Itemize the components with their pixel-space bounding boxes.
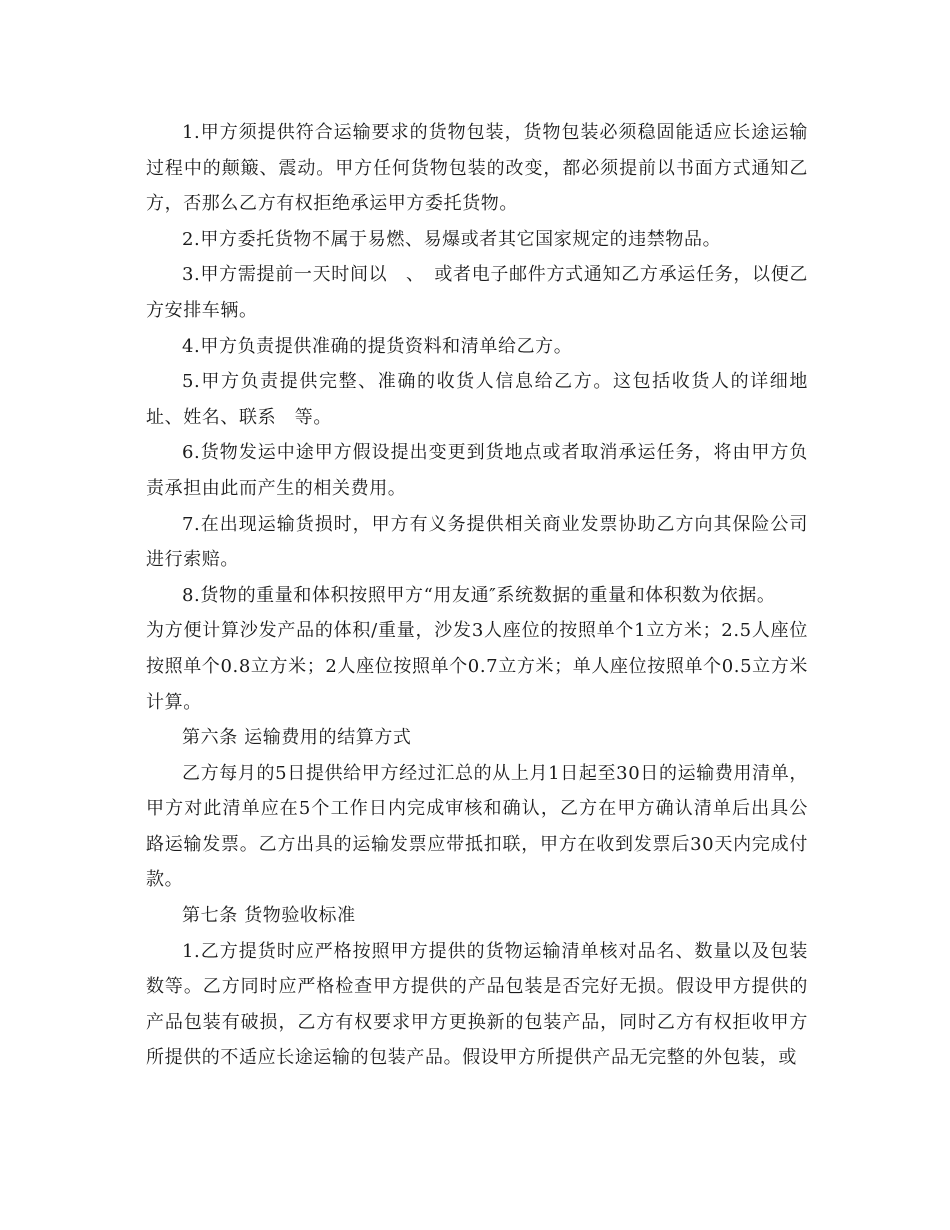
clause-settlement: 乙方每月的5日提供给甲方经过汇总的从上月1日起至30日的运输费用清单，甲方对此清单应在5个工作日内完成审核和确认，乙方在甲方确认清单后出具公路运输发票。乙方出具的运输发票应带抵扣联，甲方在收到发票后30天内完成付款。 [146, 762, 808, 891]
clause-damage-claim: 7.在出现运输货损时，甲方有义务提供相关商业发票协助乙方向其保险公司进行索赔。 [146, 513, 808, 571]
clause-inspection: 1.乙方提货时应严格按照甲方提供的货物运输清单核对品名、数量以及包装数等。乙方同时应严格检查甲方提供的产品包装是否完好无损。假设甲方提供的产品包装有破损，乙方有权要求甲方更换新的包装产品，同时乙方有权拒收甲方所提供的不适应长途运输的包装产品。假设甲方所提供产品无完整的外包装，或 [146, 940, 808, 1069]
clause-route-change: 6.货物发运中途甲方假设提出变更到货地点或者取消承运任务，将由甲方负责承担由此而产生的相关费用。 [146, 442, 808, 499]
document-body [146, 115, 808, 1076]
clause-advance-notice: 3.甲方需提前一天时间以 、 或者电子邮件方式通知乙方承运任务，以便乙方安排车辆。 [146, 264, 808, 321]
clause-weight-volume: 8.货物的重量和体积按照甲方“用友通″系统数据的重量和体积数为依据。 [182, 584, 776, 606]
clause-packaging: 1.甲方须提供符合运输要求的货物包装，货物包装必须稳固能适应长途运输过程中的颠簸、震动。甲方任何货物包装的改变，都必须提前以书面方式通知乙方，否那么乙方有权拒绝承运甲方委托货物。 [146, 122, 808, 215]
heading-article-7: 第七条 货物验收标准 [182, 905, 356, 927]
heading-article-6: 第六条 运输费用的结算方式 [182, 727, 412, 749]
clause-prohibited-goods: 2.甲方委托货物不属于易燃、易爆或者其它国家规定的违禁物品。 [182, 228, 722, 250]
clause-consignee-info: 5.甲方负责提供完整、准确的收货人信息给乙方。这包括收货人的详细地址、姓名、联系 等。 [146, 371, 808, 428]
clause-sofa-volume: 为方便计算沙发产品的体积/重量，沙发3人座位的按照单个1立方米；2.5人座位按照单个0.8立方米；2人座位按照单个0.7立方米；单人座位按照单个0.5立方米计算。 [146, 620, 808, 713]
clause-pickup-documents: 4.甲方负责提供准确的提货资料和清单给乙方。 [182, 335, 573, 357]
